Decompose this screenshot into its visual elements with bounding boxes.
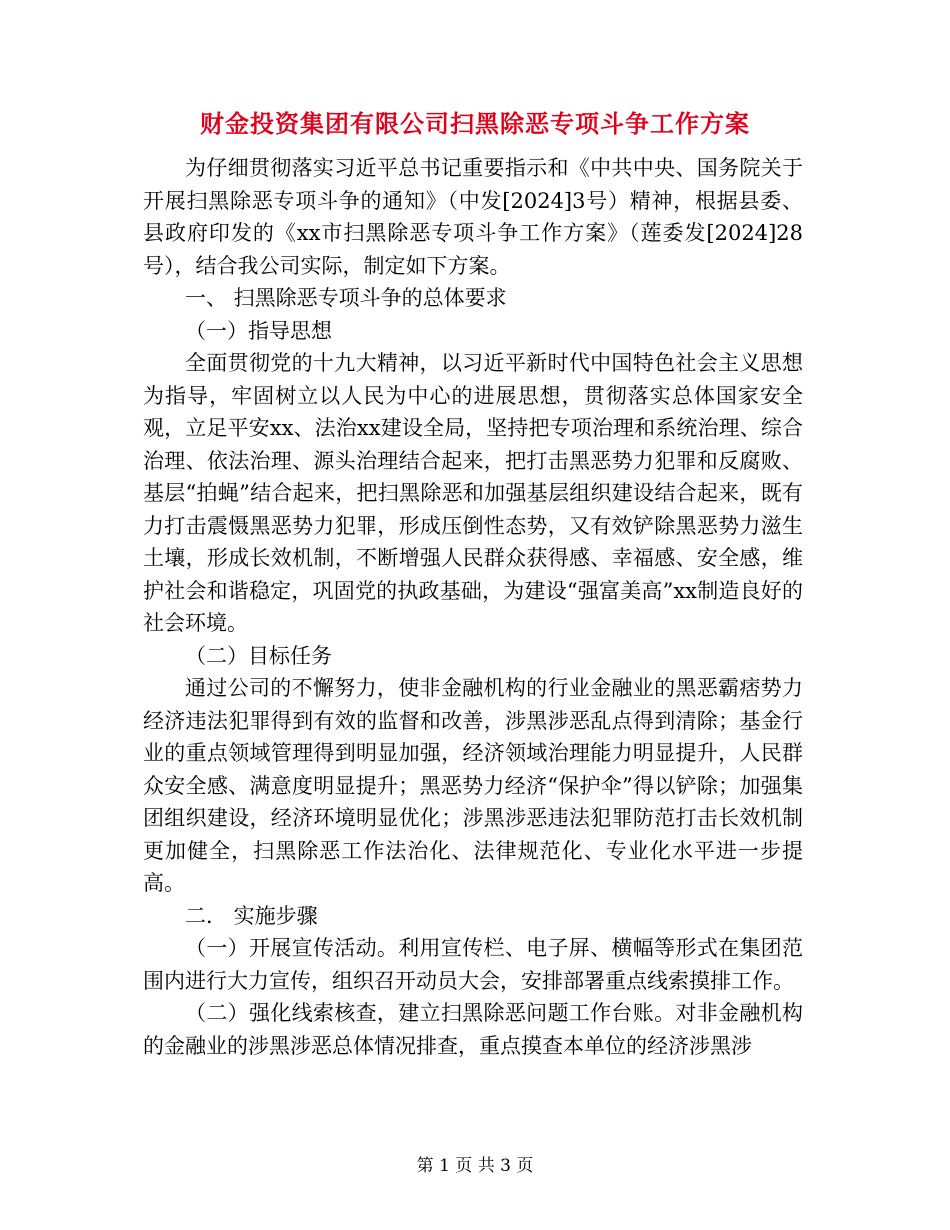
paragraph-guiding-ideology: 全面贯彻党的十九大精神，以习近平新时代中国特色社会主义思想为指导，牢固树立以人民为中心的进展思想，贯彻落实总体国家安全观，立足平安xx、法治xx建设全局，坚持把专项治理和系统治理、综合治理、依法治理、源头治理结合起来，把打击黑恶势力犯罪和反腐败、基层“拍蝇”结合起来，把扫黑除恶和加强基层组织建设结合起来，既有力打击震慑黑恶势力犯罪，形成压倒性态势，又有效铲除黑恶势力滋生土壤，形成长效机制，不断增强人民群众获得感、幸福感、安全感，维护社会和谐稳定，巩固党的执政基础，为建设“强富美高”xx制造良好的社会环境。 <box>143 351 803 635</box>
page-footer: 第 1 页 共 3 页 <box>416 1156 534 1176</box>
paragraph-goals: 通过公司的不懈努力，使非金融机构的行业金融业的黑恶霸痞势力经济违法犯罪得到有效的监督和改善，涉黑涉恶乱点得到清除；基金行业的重点领域管理得到明显加强，经济领域治理能力明显提升，人民群众安全感、满意度明显提升；黑恶势力经济“保护伞”得以铲除；加强集团组织建设，经济环境明显优化；涉黑涉恶违法犯罪防范打击长效机制更加健全，扫黑除恶工作法治化、法律规范化、专业化水平进一步提高。 <box>143 676 803 895</box>
paragraph-intro: 为仔细贯彻落实习近平总书记重要指示和《中共中央、国务院关于开展扫黑除恶专项斗争的通知》（中发[2024]3号）精神，根据县委、县政府印发的《xx市扫黑除恶专项斗争工作方案》（莲委发[2024]28号），结合我公司实际，制定如下方案。 <box>143 156 803 278</box>
paragraph-step-1: （一）开展宣传活动。利用宣传栏、电子屏、横幅等形式在集团范围内进行大力宣传，组织召开动员大会，安排部署重点线索摸排工作。 <box>143 936 803 993</box>
document-title: 财金投资集团有限公司扫黑除恶专项斗争工作方案 <box>200 110 750 138</box>
section-heading-1: 一、 扫黑除恶专项斗争的总体要求 <box>185 286 507 310</box>
subsection-heading-goals: （二）目标任务 <box>185 643 332 668</box>
paragraph-step-2: （二）强化线索核查，建立扫黑除恶问题工作台账。对非金融机构的金融业的涉黑涉恶总体情况排查，重点摸查本单位的经济涉黑涉 <box>143 1001 803 1058</box>
section-heading-2: 二． 实施步骤 <box>185 903 318 928</box>
document-body <box>143 152 803 1062</box>
subsection-heading-guiding-ideology: （一）指导思想 <box>185 318 332 343</box>
